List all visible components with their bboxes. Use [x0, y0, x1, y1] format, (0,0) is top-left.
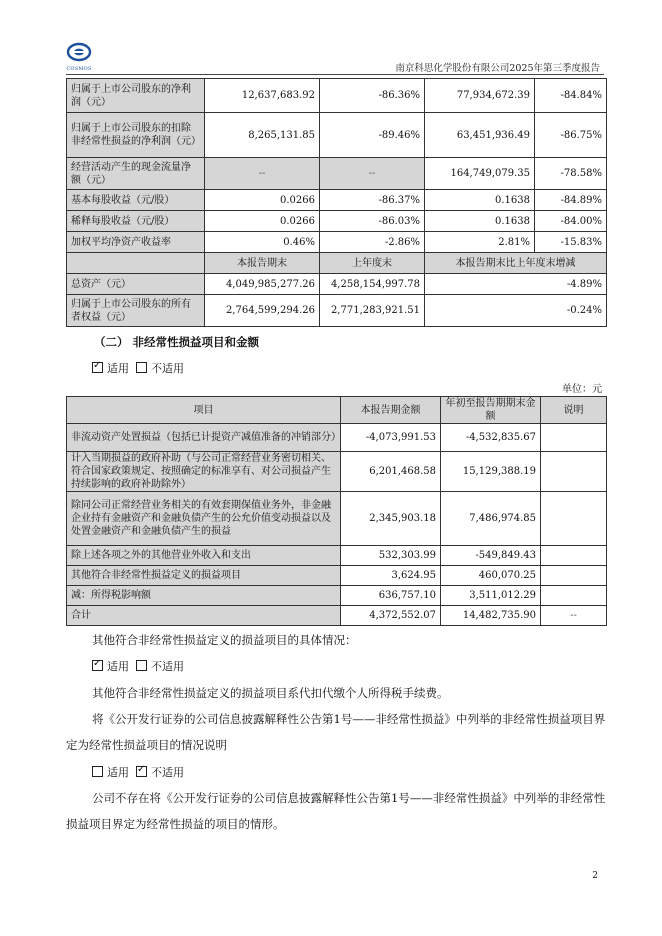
row-label: 加权平均净资产收益率	[67, 232, 205, 253]
cell-value: 2,771,283,921.51	[320, 295, 425, 327]
cell-value: 0.0266	[205, 211, 320, 232]
option-label: 适用	[107, 660, 129, 673]
table-row	[67, 211, 607, 232]
cell-value: 0.1638	[425, 211, 535, 232]
cell-value: 3,511,012.29	[441, 586, 541, 606]
row-label: 归属于上市公司股东的净利润（元）	[67, 79, 205, 113]
cell-value: 636,757.10	[341, 586, 441, 606]
row-label: 基本每股收益（元/股）	[67, 190, 205, 211]
column-header: 本报告期末比上年度末增减	[425, 253, 607, 274]
row-label: 经营活动产生的现金流量净额（元）	[67, 158, 205, 190]
cell-value: 3,624.95	[341, 566, 441, 586]
cell-value: -78.58%	[535, 158, 607, 190]
table-row	[67, 452, 607, 492]
checkbox-empty-icon	[92, 766, 103, 777]
table-row	[67, 190, 607, 211]
row-label: 其他符合非经常性损益定义的损益项目	[67, 566, 341, 586]
checkbox-checked-icon	[92, 660, 103, 671]
cell-value: 12,637,683.92	[205, 79, 320, 113]
cell-value: -86.36%	[320, 79, 425, 113]
cell-value: --	[320, 158, 425, 190]
cell-value: 532,303.99	[341, 546, 441, 566]
company-logo-icon	[66, 42, 92, 68]
paragraph: 其他符合非经常性损益定义的损益项目的具体情况：	[92, 633, 357, 647]
row-label: 归属于上市公司股东的扣除非经常性损益的净利润（元）	[67, 113, 205, 158]
row-label: 计入当期损益的政府补助（与公司正常经营业务密切相关、符合国家政策规定、按照确定的标准享有、对公司损益产生持续影响的政府补助除外）	[67, 452, 341, 492]
cell-note	[541, 546, 607, 566]
unit-label: 单位：元	[562, 384, 602, 395]
page-number: 2	[592, 871, 598, 881]
checkbox-empty-icon	[136, 660, 147, 671]
table-total-row	[67, 606, 607, 626]
row-label: 归属于上市公司股东的所有者权益（元）	[67, 295, 205, 327]
paragraph: 公司不存在将《公开发行证券的公司信息披露解释性公告第1号——非经常性损益》中列举的非经常性损益项目界定为经常性损益的项目的情形。	[66, 791, 606, 831]
option-label: 不适用	[151, 362, 184, 375]
cell-value: 460,070.25	[441, 566, 541, 586]
cell-value: 0.1638	[425, 190, 535, 211]
logo-text: COSMOS	[66, 66, 92, 72]
cell-value: -549,849.43	[441, 546, 541, 566]
option-label: 适用	[107, 766, 129, 779]
cell-value: 0.0266	[205, 190, 320, 211]
cell-note	[541, 424, 607, 452]
cell-value: 4,258,154,997.78	[320, 274, 425, 295]
cell-value: 4,049,985,277.26	[205, 274, 320, 295]
key-financial-table	[66, 78, 607, 327]
option-label: 不适用	[151, 660, 184, 673]
cell-value: --	[205, 158, 320, 190]
table-row	[67, 232, 607, 253]
cell-value: -4,073,991.53	[341, 424, 441, 452]
cell-value: 2.81%	[425, 232, 535, 253]
column-header: 上年度末	[320, 253, 425, 274]
table-row	[67, 492, 607, 546]
table-row	[67, 586, 607, 606]
table-row	[67, 566, 607, 586]
row-label: 除上述各项之外的其他营业外收入和支出	[67, 546, 341, 566]
column-header: 说明	[541, 397, 607, 424]
cell-value: 0.46%	[205, 232, 320, 253]
cell-value: 8,265,131.85	[205, 113, 320, 158]
cell-note: --	[541, 606, 607, 626]
cell-value: -84.84%	[535, 79, 607, 113]
cell-value: -84.00%	[535, 211, 607, 232]
table-row	[67, 113, 607, 158]
non-recurring-table	[66, 396, 607, 626]
cell-value: 7,486,974.85	[441, 492, 541, 546]
section-title: （二） 非经常性损益项目和金额	[94, 335, 260, 349]
row-label: 总资产（元）	[67, 274, 205, 295]
cell-value: 164,749,079.35	[425, 158, 535, 190]
row-label: 合计	[67, 606, 341, 626]
row-label: 减：所得税影响额	[67, 586, 341, 606]
table-row	[67, 546, 607, 566]
applicability-options	[92, 764, 184, 780]
cell-note	[541, 452, 607, 492]
cell-note	[541, 492, 607, 546]
row-label: 除同公司正常经营业务相关的有效套期保值业务外，非金融企业持有金融资产和金融负债产生的公允价值变动损益以及处置金融资产和金融负债产生的损益	[67, 492, 341, 546]
option-label: 适用	[107, 362, 129, 375]
cell-value: -2.86%	[320, 232, 425, 253]
checkbox-checked-icon	[136, 766, 147, 777]
row-label: 稀释每股收益（元/股）	[67, 211, 205, 232]
empty-cell	[67, 253, 205, 274]
cell-value: 77,934,672.39	[425, 79, 535, 113]
cell-value: 14,482,735.90	[441, 606, 541, 626]
cell-note	[541, 566, 607, 586]
option-label: 不适用	[151, 766, 184, 779]
column-header: 本报告期金额	[341, 397, 441, 424]
cell-note	[541, 586, 607, 606]
header-divider	[66, 74, 604, 75]
table-subheader-row	[67, 253, 607, 274]
cell-value: -4,532,835.67	[441, 424, 541, 452]
table-row	[67, 424, 607, 452]
cell-value: -15.83%	[535, 232, 607, 253]
column-header: 年初至报告期期末金额	[441, 397, 541, 424]
column-header: 项目	[67, 397, 341, 424]
cell-value: 6,201,468.58	[341, 452, 441, 492]
cell-value: 63,451,936.49	[425, 113, 535, 158]
cell-value: 15,129,388.19	[441, 452, 541, 492]
paragraph: 其他符合非经常性损益定义的损益项目系代扣代缴个人所得税手续费。	[92, 686, 449, 700]
cell-value: 4,372,552.07	[341, 606, 441, 626]
checkbox-empty-icon	[136, 362, 147, 373]
cell-value: -86.37%	[320, 190, 425, 211]
cell-value: 2,764,599,294.26	[205, 295, 320, 327]
applicability-options	[92, 360, 184, 376]
applicability-options	[92, 658, 184, 674]
cell-value: -86.75%	[535, 113, 607, 158]
cell-value: -0.24%	[425, 295, 607, 327]
row-label: 非流动资产处置损益（包括已计提资产减值准备的冲销部分）	[67, 424, 341, 452]
cell-value: -84.89%	[535, 190, 607, 211]
checkbox-checked-icon	[92, 362, 103, 373]
table-row	[67, 79, 607, 113]
report-title: 南京科思化学股份有限公司2025年第三季度报告	[395, 63, 600, 74]
cell-value: -4.89%	[425, 274, 607, 295]
column-header: 本报告期末	[205, 253, 320, 274]
cell-value: 2,345,903.18	[341, 492, 441, 546]
cell-value: -89.46%	[320, 113, 425, 158]
paragraph: 将《公开发行证券的公司信息披露解释性公告第1号——非经常性损益》中列举的非经常性损益项目界定为经常性损益项目的情况说明	[66, 712, 606, 752]
table-row	[67, 158, 607, 190]
cell-value: -86.03%	[320, 211, 425, 232]
table-row	[67, 274, 607, 295]
table-header-row	[67, 397, 607, 424]
table-row	[67, 295, 607, 327]
